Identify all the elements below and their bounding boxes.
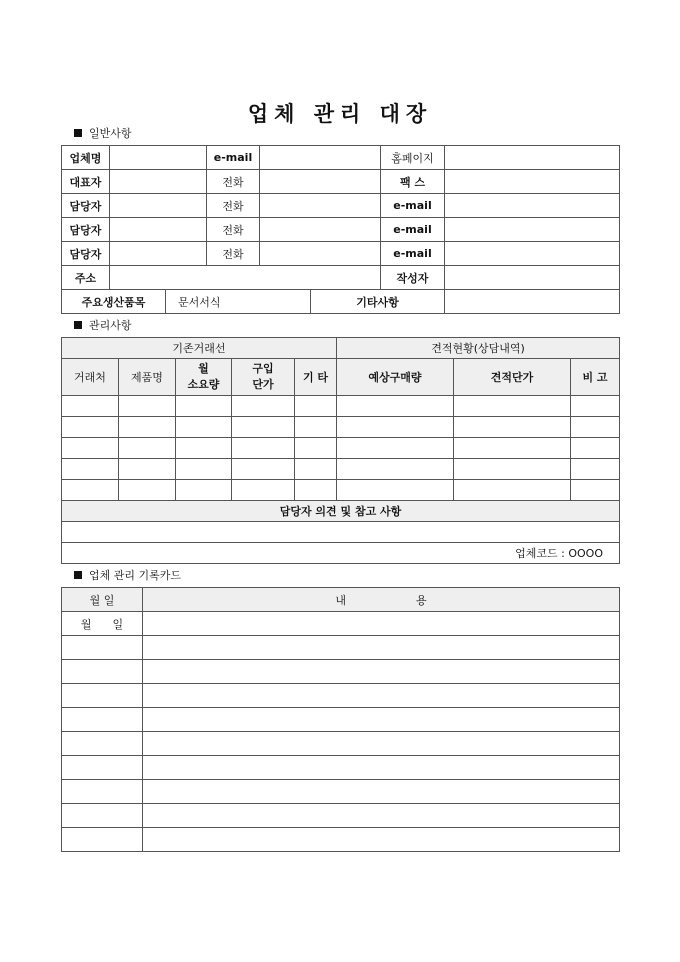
fax-label: 팩 스 <box>381 170 445 194</box>
table-cell[interactable] <box>337 396 454 417</box>
record-date-cell[interactable] <box>62 780 143 804</box>
table-cell[interactable] <box>62 459 119 480</box>
company-name-label: 업체명 <box>62 146 110 170</box>
table-cell[interactable] <box>176 438 232 459</box>
estimate-status-header: 견적현황(상담내역) <box>337 338 620 359</box>
ceo-field[interactable] <box>110 170 207 194</box>
record-date-cell[interactable] <box>62 756 143 780</box>
square-bullet-icon <box>74 571 82 579</box>
phone-label: 전화 <box>207 194 260 218</box>
table-cell[interactable] <box>337 459 454 480</box>
record-date-cell[interactable] <box>62 684 143 708</box>
company-email-field[interactable] <box>260 146 381 170</box>
record-content-cell[interactable] <box>143 684 620 708</box>
record-date-cell[interactable] <box>62 828 143 852</box>
etc-label: 기타사항 <box>311 290 445 314</box>
square-bullet-icon <box>74 321 82 329</box>
record-content-cell[interactable] <box>143 780 620 804</box>
table-cell[interactable] <box>295 459 337 480</box>
record-date-cell[interactable] <box>62 636 143 660</box>
table-cell[interactable] <box>454 438 571 459</box>
table-cell[interactable] <box>232 480 295 501</box>
manager-phone-field[interactable] <box>260 218 381 242</box>
table-cell[interactable] <box>571 480 620 501</box>
ceo-label: 대표자 <box>62 170 110 194</box>
manager-email-field[interactable] <box>445 194 620 218</box>
phone-label: 전화 <box>207 170 260 194</box>
manager-field[interactable] <box>110 218 207 242</box>
company-name-field[interactable] <box>110 146 207 170</box>
record-date-cell[interactable] <box>62 660 143 684</box>
col-quote-price: 견적단가 <box>454 359 571 396</box>
table-cell[interactable] <box>571 438 620 459</box>
square-bullet-icon <box>74 129 82 137</box>
writer-label: 작성자 <box>381 266 445 290</box>
table-cell[interactable] <box>454 417 571 438</box>
products-field[interactable]: 문서서식 <box>166 290 311 314</box>
manager-label: 담당자 <box>62 218 110 242</box>
email-label: e-mail <box>381 218 445 242</box>
manager-email-field[interactable] <box>445 218 620 242</box>
record-content-cell[interactable] <box>143 804 620 828</box>
col-monthly-usage: 월 소요량 <box>176 359 232 396</box>
manager-phone-field[interactable] <box>260 242 381 266</box>
record-content-cell[interactable] <box>143 732 620 756</box>
phone-label: 전화 <box>207 242 260 266</box>
table-cell[interactable] <box>571 396 620 417</box>
phone-label: 전화 <box>207 218 260 242</box>
table-cell[interactable] <box>295 396 337 417</box>
table-cell[interactable] <box>295 480 337 501</box>
existing-clients-header: 기존거래선 <box>62 338 337 359</box>
table-cell[interactable] <box>176 417 232 438</box>
table-cell[interactable] <box>295 438 337 459</box>
record-content-cell[interactable] <box>143 660 620 684</box>
col-client: 거래처 <box>62 359 119 396</box>
table-cell[interactable] <box>571 459 620 480</box>
table-cell[interactable] <box>571 417 620 438</box>
table-cell[interactable] <box>232 459 295 480</box>
manager-field[interactable] <box>110 194 207 218</box>
opinion-field[interactable] <box>62 522 620 543</box>
fax-field[interactable] <box>445 170 620 194</box>
col-expected-purchase: 예상구매량 <box>337 359 454 396</box>
table-cell[interactable] <box>62 417 119 438</box>
products-label: 주요생산품목 <box>62 290 166 314</box>
section-general-heading: 일반사항 <box>74 127 132 141</box>
address-field[interactable] <box>110 266 381 290</box>
manager-phone-field[interactable] <box>260 194 381 218</box>
company-code: 업체코드 : OOOO <box>62 543 620 564</box>
manager-label: 담당자 <box>62 242 110 266</box>
table-cell[interactable] <box>454 480 571 501</box>
record-date-cell[interactable]: 월 일 <box>62 612 143 636</box>
table-cell[interactable] <box>337 417 454 438</box>
manager-email-field[interactable] <box>445 242 620 266</box>
table-cell[interactable] <box>62 480 119 501</box>
table-cell[interactable] <box>176 396 232 417</box>
table-cell[interactable] <box>119 417 176 438</box>
record-content-cell[interactable] <box>143 612 620 636</box>
col-purchase-price: 구입 단가 <box>232 359 295 396</box>
table-cell[interactable] <box>337 438 454 459</box>
email-label: e-mail <box>381 242 445 266</box>
table-cell[interactable] <box>454 459 571 480</box>
col-content: 내 용 <box>143 588 620 612</box>
record-card-table <box>61 587 620 852</box>
writer-field[interactable] <box>445 266 620 290</box>
homepage-label: 홈페이지 <box>381 146 445 170</box>
section-record-heading: 업체 관리 기록카드 <box>74 569 181 583</box>
table-cell[interactable] <box>454 396 571 417</box>
table-cell[interactable] <box>232 417 295 438</box>
col-note: 비 고 <box>571 359 620 396</box>
table-cell[interactable] <box>119 480 176 501</box>
record-date-cell[interactable] <box>62 804 143 828</box>
homepage-field[interactable] <box>445 146 620 170</box>
col-date: 월 일 <box>62 588 143 612</box>
record-date-cell[interactable] <box>62 708 143 732</box>
table-cell[interactable] <box>176 480 232 501</box>
management-table <box>61 337 620 564</box>
record-content-cell[interactable] <box>143 636 620 660</box>
email-label: e-mail <box>381 194 445 218</box>
record-content-cell[interactable] <box>143 756 620 780</box>
section-manage-heading: 관리사항 <box>74 319 132 333</box>
table-cell[interactable] <box>62 438 119 459</box>
general-info-table <box>61 145 620 314</box>
table-cell[interactable] <box>176 459 232 480</box>
page-title: 업체 관리 대장 <box>247 102 433 126</box>
record-content-cell[interactable] <box>143 708 620 732</box>
table-cell[interactable] <box>295 417 337 438</box>
table-cell[interactable] <box>232 396 295 417</box>
ceo-phone-field[interactable] <box>260 170 381 194</box>
table-cell[interactable] <box>119 396 176 417</box>
etc-field[interactable] <box>445 290 620 314</box>
col-product: 제품명 <box>119 359 176 396</box>
table-cell[interactable] <box>119 459 176 480</box>
opinion-header: 담당자 의견 및 참고 사항 <box>62 501 620 522</box>
table-cell[interactable] <box>119 438 176 459</box>
manager-label: 담당자 <box>62 194 110 218</box>
manager-field[interactable] <box>110 242 207 266</box>
record-content-cell[interactable] <box>143 828 620 852</box>
table-cell[interactable] <box>62 396 119 417</box>
table-cell[interactable] <box>337 480 454 501</box>
record-date-cell[interactable] <box>62 732 143 756</box>
table-cell[interactable] <box>232 438 295 459</box>
address-label: 주소 <box>62 266 110 290</box>
email-label: e-mail <box>207 146 260 170</box>
col-etc: 기 타 <box>295 359 337 396</box>
